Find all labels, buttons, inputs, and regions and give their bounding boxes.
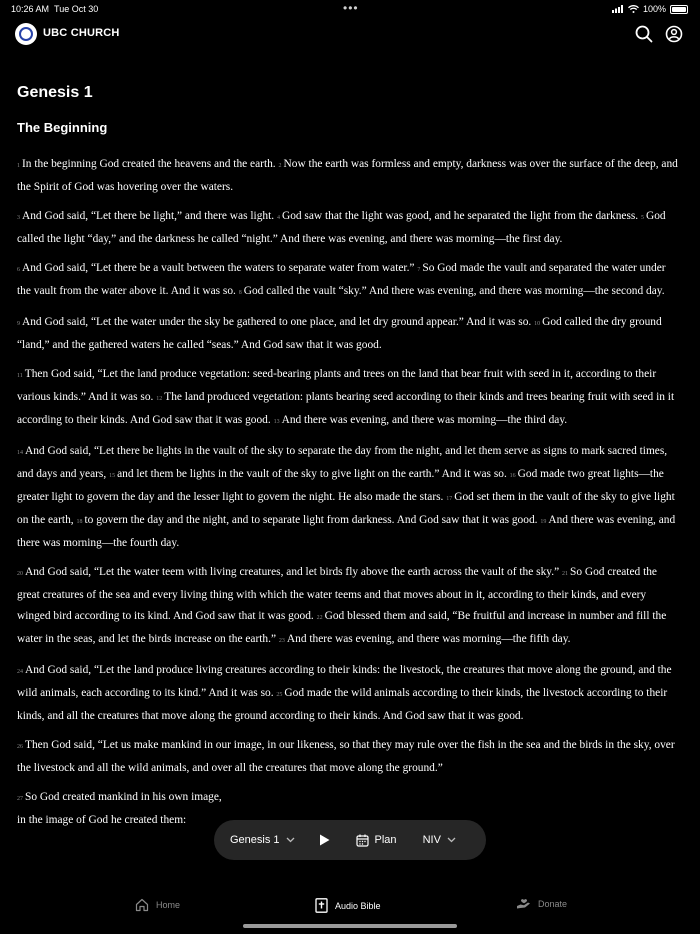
verse-text-span: God set them in the vault of the sky to give light on the earth, [17,491,675,526]
multitasking-dots[interactable]: ••• [343,1,359,15]
verse-number: 4 [276,215,280,221]
verse-text-span: God called the light “day,” and the darkness he called “night.” And there was evening, and there was morning—the first day. [17,210,666,245]
bible-icon [315,898,328,913]
verse-paragraph [17,562,680,652]
verse-number: 24 [17,669,23,675]
verse-number: 12 [156,396,163,402]
app-header [0,20,700,48]
verse-number: 6 [17,267,20,273]
tab-home[interactable] [135,898,180,912]
verse-text-span: God called the dry ground “land,” and the gathered waters he called “seas.” And God saw that it was good. [17,316,662,351]
battery-icon [670,5,688,14]
church-logo[interactable] [15,23,37,45]
verse-text-span: Then God said, “Let the land produce vegetation: seed-bearing plants and trees on the land that bear fruit with seed in it, according to their various kinds.” And it was so. [17,368,657,403]
verse-number: 23 [278,638,285,644]
verse-number: 15 [109,473,116,479]
tab-home-label: Home [156,900,181,910]
verse-text-span: God called the vault “sky.” And there was evening, and there was morning—the second day. [243,285,665,297]
verse-number: 5 [641,215,645,221]
verse-number: 20 [17,571,23,577]
verse-text-span: So God created the great creatures of the sea and every living thing with which the water teems and that moves about in it, according to their kinds, and every winged bird according to its kind. And God saw that it was good. [17,566,657,622]
logo-emblem [19,27,33,41]
verse-number: 9 [17,321,20,327]
verse-text-span: God blessed them and said, “Be fruitful and increase in number and fill the water in the seas, and let the birds increase on the earth.” [17,610,667,645]
verse-text-span: So God created mankind in his own image, [25,791,222,803]
donate-icon [516,898,531,910]
verse-text-span: And God said, “Let there be lights in the vault of the sky to separate the day from the night, and let them serve as signs to mark sacred times, and days and years, [17,445,668,480]
account-icon[interactable] [664,24,684,44]
verse-number: 17 [446,496,453,502]
verse-paragraph [17,312,680,356]
chapter-content[interactable] [17,72,680,892]
verse-number: 21 [562,571,568,577]
chevron-down-icon [447,837,456,843]
verse-paragraph [17,660,680,727]
verse-number: 26 [17,744,23,750]
verse-text-span: And God said, “Let there be a vault between the waters to separate water from water.” [22,262,415,274]
verse-text-span: Then God said, “Let us make mankind in our image, in our likeness, so that they may rule over the fish in the sea and the birds in the sky, over the livestock and all the wild animals, and over all the creatures that move along the ground.” [17,739,675,774]
verse-text-span: And God said, “Let the water under the sky be gathered to one place, and let dry ground appear.” And it was so. [22,316,532,328]
verse-number: 10 [534,321,541,327]
verse-number: 2 [278,163,282,169]
verse-number: 8 [238,290,242,296]
play-icon[interactable] [319,834,330,846]
search-icon[interactable] [634,24,654,44]
verse-text-span: And God said, “Let the land produce living creatures according to their kinds: the livestock, the creatures that move along the ground, and the wild animals, each according to its kind.” And it was so. [17,664,672,699]
verse-text-span: And God said, “Let the water teem with living creatures, and let birds fly above the earth across the vault of the sky.” [25,566,560,578]
verse-paragraph [17,364,680,433]
verse-number: 27 [17,796,23,802]
verse-text-span: Now the earth was formless and empty, darkness was over the surface of the deep, and the Spirit of God was hovering over the waters. [17,158,678,193]
audio-player-bar [214,820,486,860]
verse-number: 22 [316,615,323,621]
verse-text [17,154,680,810]
poetry-line: in the image of God he created them: [17,814,187,826]
bottom-fade [0,868,700,894]
verse-number: 13 [273,419,280,425]
verse-number: 19 [540,519,547,525]
section-heading: The Beginning [17,120,108,135]
chapter-title: Genesis 1 [17,84,93,101]
signal-icon [612,5,624,13]
verse-number: 25 [276,692,283,698]
plan-button[interactable] [356,834,397,847]
verse-paragraph [17,206,680,250]
verse-text-span: So God made the vault and separated the water under the vault from the water above it. And it was so. [17,262,666,297]
status-time: 10:26 AM Tue Oct 30 [11,4,99,14]
chapter-selector-label: Genesis 1 [230,834,280,846]
chevron-down-icon [286,837,295,843]
verse-text-span: And there was evening, and there was morning—the fifth day. [286,633,571,645]
verse-text-span: In the beginning God created the heavens and the earth. [22,158,276,170]
tab-donate-label: Donate [538,899,568,909]
verse-text-span: to govern the day and the night, and to separate light from darkness. And God saw that it was good. [84,514,538,526]
verse-paragraph [17,258,680,304]
verse-text-span: And there was evening, and there was morning—the third day. [281,414,568,426]
tab-donate[interactable] [516,898,567,910]
wifi-icon [628,5,639,13]
verse-text-span: God made two great lights—the greater light to govern the day and the lesser light to govern the night. He also made the stars. [17,468,664,503]
verse-number: 18 [76,519,83,525]
verse-paragraph [17,787,680,810]
chapter-selector[interactable] [230,834,295,846]
verse-paragraph [17,735,680,779]
verse-paragraph [17,154,680,198]
verse-text-span: And God said, “Let there be light,” and there was light. [22,210,275,222]
verse-number: 1 [17,163,20,169]
tab-audio-bible-label: Audio Bible [335,900,381,911]
home-icon [135,898,149,912]
home-indicator[interactable] [243,924,457,928]
verse-text-span: God saw that the light was good, and he separated the light from the darkness. [281,210,639,222]
tab-audio-bible[interactable] [315,898,381,913]
version-selector[interactable] [423,834,456,846]
calendar-icon [356,834,369,847]
verse-text-span: The land produced vegetation: plants bearing seed according to their kinds and trees bearing fruit with seed in it according to their kinds. And God saw that it was good. [17,391,675,426]
brand-name: UBC CHURCH [43,27,120,39]
version-label: NIV [422,834,441,846]
verse-number: 16 [509,473,516,479]
plan-label: Plan [374,834,397,846]
tab-bar [0,894,700,920]
verse-text-span: And there was evening, and there was morning—the fourth day. [17,514,676,549]
status-indicators [612,4,688,14]
battery-percent: 100% [642,4,666,14]
verse-number: 11 [17,373,23,379]
verse-number: 14 [17,450,23,456]
verse-number: 3 [17,215,20,221]
verse-text-span: God made the wild animals according to their kinds, the livestock according to their kinds, and all the creatures that move along the ground according to their kinds. And God saw that it was good. [17,687,668,722]
verse-number: 7 [417,267,421,273]
verse-text-span: and let them be lights in the vault of the sky to give light on the earth.” And it was so. [117,468,507,480]
verse-paragraph [17,441,680,554]
status-bar [0,0,700,18]
